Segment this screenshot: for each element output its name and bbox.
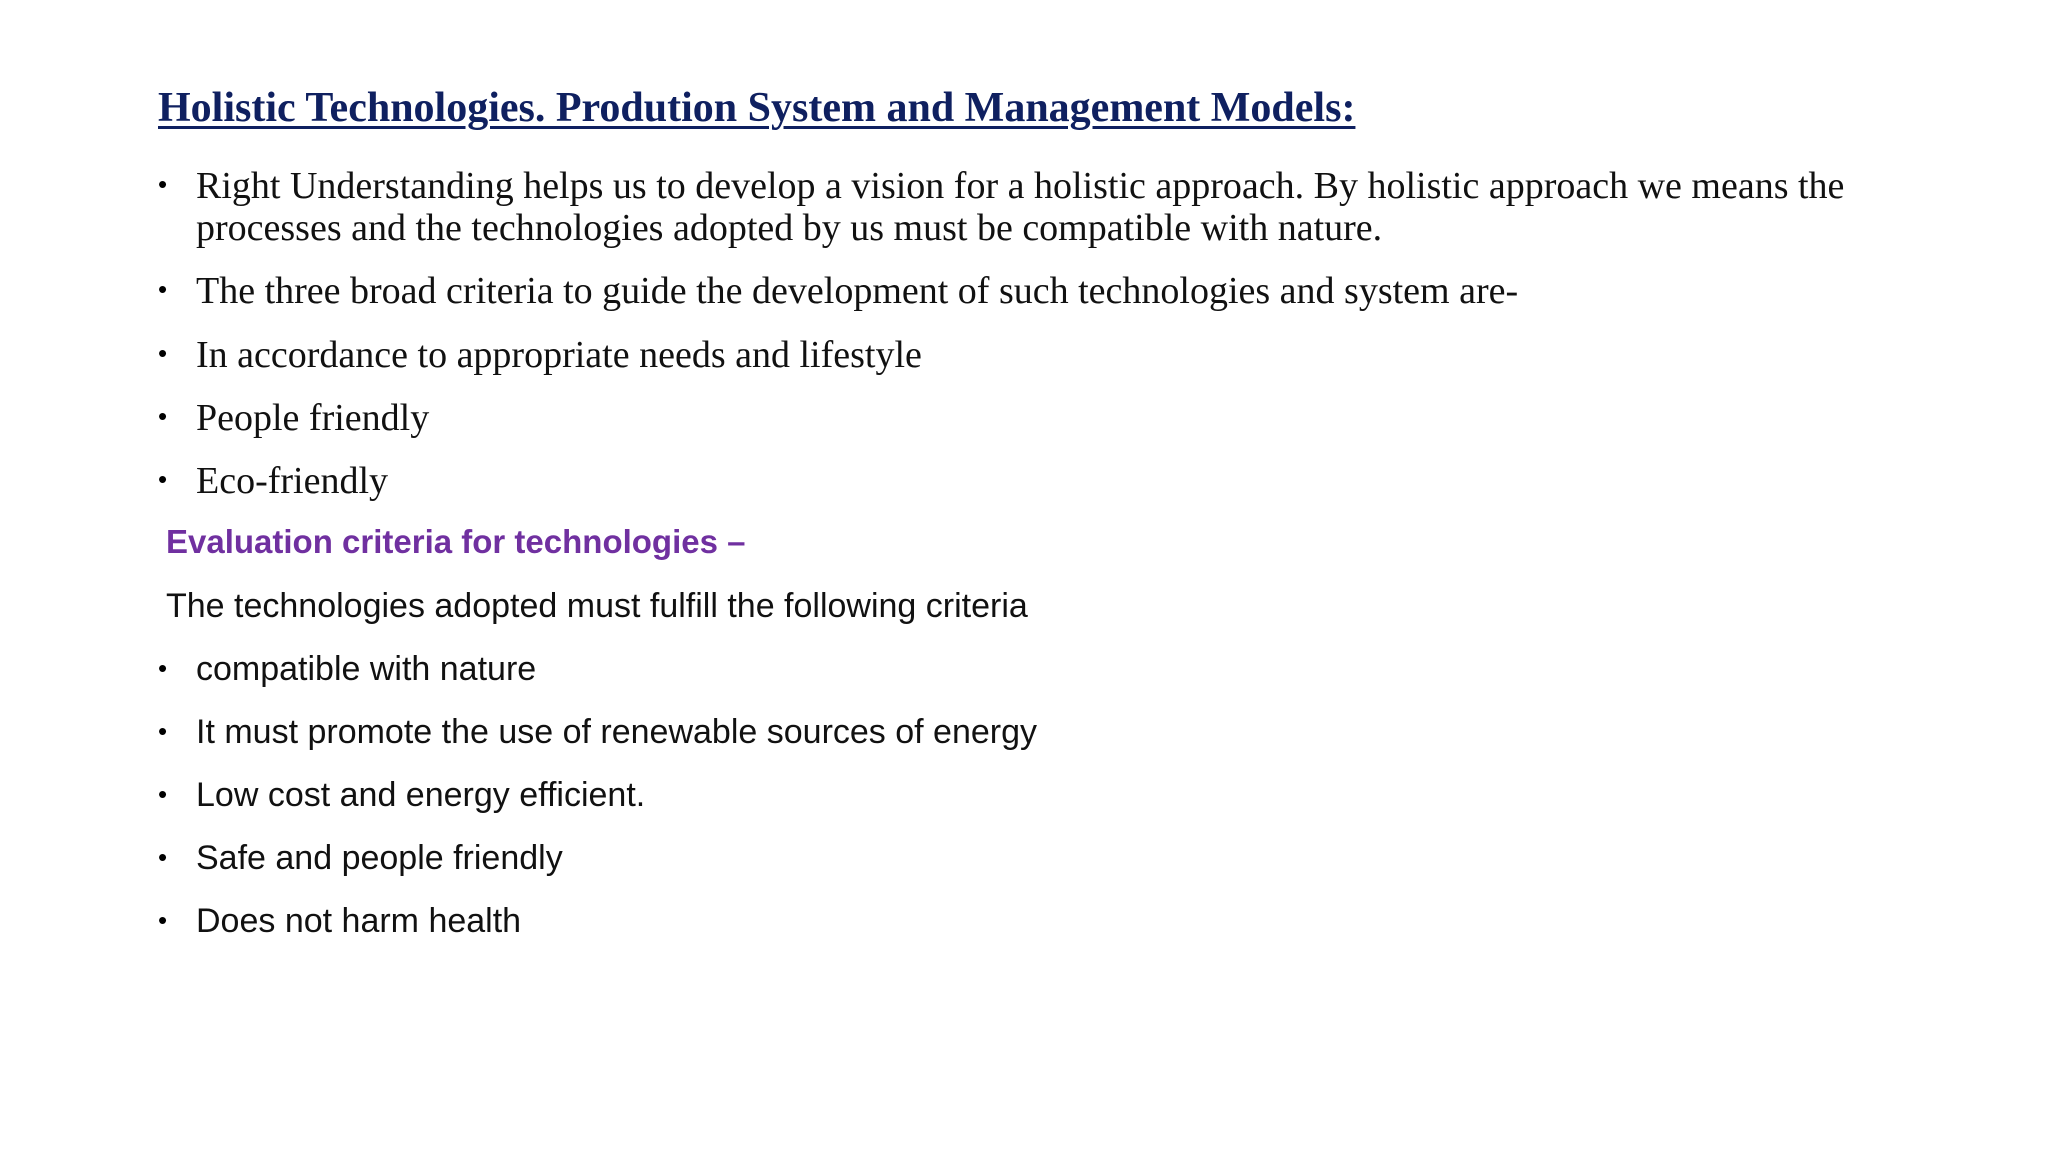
bullet-icon: • — [158, 779, 168, 809]
bullet-text: compatible with nature — [196, 650, 537, 688]
bullet-icon: • — [158, 842, 168, 872]
bullet-text: Eco-friendly — [196, 460, 389, 502]
bullet-text: Does not harm health — [196, 902, 522, 940]
section-heading: Evaluation criteria for technologies – — [166, 523, 746, 560]
slide-title: Holistic Technologies. Prodution System and Management Models: — [158, 85, 1356, 131]
bullet-text: Low cost and energy efficient. — [196, 776, 646, 814]
section-intro: The technologies adopted must fulfill the following criteria — [166, 587, 1028, 625]
bullet-text: Safe and people friendly — [196, 839, 563, 877]
bullet-icon: • — [158, 338, 168, 368]
bullet-text: The three broad criteria to guide the development of such technologies and system are- — [196, 270, 1519, 312]
bullet-text: It must promote the use of renewable sources of energy — [196, 713, 1038, 751]
bullet-icon: • — [158, 905, 168, 935]
bullet-icon: • — [158, 653, 168, 683]
bullet-icon: • — [158, 169, 168, 199]
bullet-icon: • — [158, 401, 168, 431]
bullet-icon: • — [158, 716, 168, 746]
bullet-text: Right Understanding helps us to develop a vision for a holistic approach. By holistic approach we means the processes and the technologies adopted by us must be compatible with nature. — [196, 165, 1845, 249]
bullet-icon: • — [158, 274, 168, 304]
bullet-text: People friendly — [196, 397, 430, 439]
bullet-icon: • — [158, 464, 168, 494]
bullet-text: In accordance to appropriate needs and lifestyle — [196, 334, 922, 376]
